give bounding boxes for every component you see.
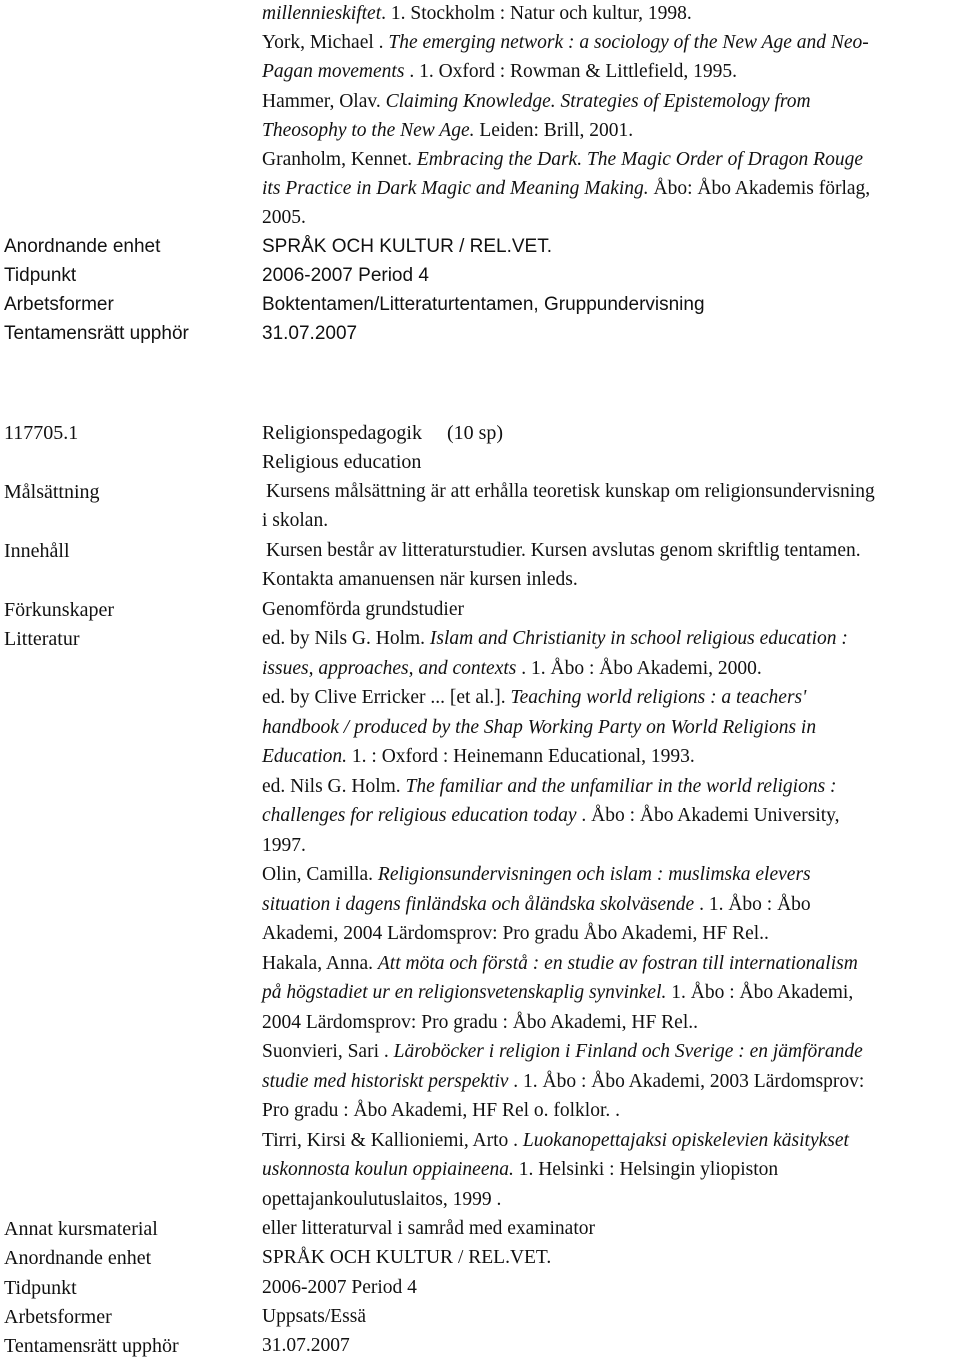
- literature-line: [262, 624, 848, 654]
- forkunskaper-label: Förkunskaper: [4, 599, 114, 621]
- literature-line: [262, 87, 811, 117]
- literature-author: Hammer, Olav.: [262, 90, 386, 112]
- literature-author: Olin, Camilla.: [262, 864, 378, 885]
- literature-title: Embracing the Dark. The Magic Order of Dragon Rouge: [416, 149, 863, 170]
- literature-title: challenges for religious education today: [262, 805, 577, 826]
- literature-author: Hakala, Anna.: [262, 952, 378, 974]
- literature-author: Tirri, Kirsi & Kallioniemi, Arto .: [262, 1129, 523, 1151]
- literature-line: [262, 683, 806, 713]
- literature-author: Suonvieri, Sari .: [262, 1041, 394, 1062]
- literature-publication: . Åbo : Åbo Akademi University,: [576, 805, 840, 826]
- literature-title: The emerging network : a sociology of the New Age and Neo-: [388, 32, 869, 54]
- malsattning-text-2: i skolan.: [262, 510, 329, 531]
- prev-arbetsformer-value: Boktentamen/Litteraturtentamen, Gruppundervisning: [262, 294, 705, 315]
- literature-title: Läroböcker i religion i Finland och Sverige : en jämförande: [393, 1041, 863, 1062]
- innehall-text-2: Kontakta amanuensen när kursen inleds.: [262, 569, 578, 590]
- innehall-label: Innehåll: [4, 540, 70, 562]
- literature-line: [262, 1126, 849, 1156]
- tentamensratt-value: 31.07.2007: [262, 1335, 350, 1356]
- literature-line: [262, 654, 762, 684]
- literature-line: [262, 203, 306, 233]
- literature-title: Education.: [262, 746, 348, 767]
- literature-author: Pro gradu : Åbo Akademi, HF Rel o. folklor. .: [262, 1100, 621, 1121]
- course-subtitle: Religious education: [262, 451, 422, 473]
- prev-arbetsformer-label: Arbetsformer: [4, 294, 114, 315]
- literature-publication: Leiden: Brill, 2001.: [474, 119, 634, 141]
- literature-author: 2005.: [262, 207, 306, 229]
- literature-line: [262, 1037, 863, 1067]
- literature-author: 1997.: [262, 834, 306, 856]
- literature-line: [262, 742, 695, 772]
- literature-publication: . 1. Åbo : Åbo Akademi, 2000.: [516, 657, 762, 679]
- innehall-text-1: Kursen består av litteraturstudier. Kursen avslutas genom skriftlig tentamen.: [266, 540, 861, 561]
- prev-anordnande-value: SPRÅK OCH KULTUR / REL.VET.: [262, 236, 552, 257]
- literature-title: Religionsundervisningen och islam : muslimska elevers: [377, 864, 811, 885]
- literature-publication: 1. Åbo : Åbo Akademi,: [666, 982, 854, 1003]
- literature-line: [262, 1067, 864, 1097]
- course-title: Religionspedagogik: [262, 422, 422, 444]
- literature-title: Islam and Christianity in school religious education :: [429, 628, 848, 649]
- literature-line: [262, 1096, 620, 1126]
- literature-line: [262, 801, 840, 831]
- literature-line: [262, 1008, 698, 1038]
- literature-publication: . 1. Oxford : Rowman & Littlefield, 1995.: [404, 61, 737, 83]
- literature-line: [262, 28, 869, 58]
- literature-author: ed. by Clive Erricker ... [et al.].: [262, 687, 511, 708]
- anordnande-value: SPRÅK OCH KULTUR / REL.VET.: [262, 1247, 552, 1268]
- prev-anordnande-label: Anordnande enhet: [4, 236, 161, 257]
- literature-title: its Practice in Dark Magic and Meaning Making.: [262, 178, 649, 200]
- forkunskaper-value: Genomförda grundstudier: [262, 599, 464, 620]
- literature-publication: 1. : Oxford : Heinemann Educational, 1993.: [347, 746, 695, 767]
- course-title-row: [262, 418, 503, 448]
- literature-line: [262, 949, 858, 979]
- literature-line: [262, 1155, 778, 1185]
- tidpunkt-value: 2006-2007 Period 4: [262, 1277, 417, 1298]
- literature-line: [262, 860, 811, 890]
- tidpunkt-label: Tidpunkt: [4, 1277, 77, 1299]
- literature-line: [262, 1185, 501, 1215]
- literature-title: uskonnosta koulun oppiaineena.: [262, 1159, 514, 1180]
- literature-author: opettajankoulutuslaitos, 1999 .: [262, 1188, 502, 1210]
- prev-tidpunkt-label: Tidpunkt: [4, 265, 77, 286]
- literature-title: The familiar and the unfamiliar in the world religions :: [405, 775, 837, 797]
- literature-author: ed. Nils G. Holm.: [262, 775, 406, 797]
- course-credits: (10 sp): [446, 422, 504, 444]
- literature-author: York, Michael .: [262, 32, 389, 54]
- literature-title: Teaching world religions : a teachers': [510, 687, 807, 708]
- literature-publication: 1. Helsinki : Helsingin yliopiston: [513, 1159, 779, 1180]
- literature-title: millennieskiftet: [262, 3, 382, 24]
- literature-author: Granholm, Kennet.: [262, 149, 417, 170]
- literature-title: Theosophy to the New Age.: [262, 119, 475, 141]
- literature-author: Akademi, 2004 Lärdomsprov: Pro gradu Åbo Akademi, HF Rel..: [262, 923, 769, 944]
- literature-line: [262, 174, 870, 204]
- literature-title: situation i dagens finländska och åländska skolväsende: [262, 893, 695, 915]
- literature-title: på högstadiet ur en religionsvetenskaplig synvinkel.: [262, 982, 667, 1003]
- literature-line: [262, 713, 816, 743]
- literature-author: ed. by Nils G. Holm.: [262, 628, 430, 649]
- literature-line: [262, 978, 853, 1008]
- tentamensratt-label: Tentamensrätt upphör: [4, 1335, 179, 1357]
- literature-title: handbook / produced by the Shap Working Party on World Religions in: [262, 716, 817, 738]
- literature-publication: Åbo: Åbo Akademis förlag,: [648, 178, 871, 200]
- literature-author: 2004 Lärdomsprov: Pro gradu : Åbo Akademi, HF Rel..: [262, 1011, 698, 1033]
- literature-line: [262, 116, 633, 146]
- literature-title: Luokanopettajaksi opiskelevien käsitykset: [522, 1129, 849, 1151]
- malsattning-text-1: Kursens målsättning är att erhålla teoretisk kunskap om religionsundervisning: [266, 481, 875, 502]
- prev-tentamensratt-value: 31.07.2007: [262, 323, 358, 344]
- literature-title: Pagan movements: [262, 61, 405, 83]
- malsattning-label: Målsättning: [4, 481, 100, 503]
- literature-title: studie med historiskt perspektiv: [262, 1070, 509, 1092]
- litteratur-label: Litteratur: [4, 628, 80, 650]
- anordnande-label: Anordnande enhet: [4, 1247, 152, 1269]
- annat-kursmaterial-label: Annat kursmaterial: [4, 1218, 158, 1240]
- literature-publication: . 1. Åbo : Åbo: [694, 893, 811, 915]
- literature-line: [262, 831, 306, 861]
- literature-publication: . 1. Stockholm : Natur och kultur, 1998.: [381, 3, 692, 24]
- literature-line: [262, 0, 692, 29]
- literature-line: [262, 145, 863, 175]
- arbetsformer-value: Uppsats/Essä: [262, 1306, 366, 1327]
- prev-tidpunkt-value: 2006-2007 Period 4: [262, 265, 429, 286]
- literature-title: Claiming Knowledge. Strategies of Epistemology from: [385, 90, 811, 112]
- prev-tentamensratt-label: Tentamensrätt upphör: [4, 323, 189, 344]
- literature-publication: . 1. Åbo : Åbo Akademi, 2003 Lärdomsprov:: [508, 1070, 865, 1092]
- course-code: 117705.1: [4, 422, 79, 444]
- literature-line: [262, 57, 737, 87]
- arbetsformer-label: Arbetsformer: [4, 1306, 112, 1328]
- annat-kursmaterial-value: eller litteraturval i samråd med examinator: [262, 1218, 595, 1239]
- literature-title: Att möta och förstå : en studie av fostran till internationalism: [377, 952, 858, 974]
- literature-title: issues, approaches, and contexts: [262, 657, 517, 679]
- literature-line: [262, 919, 769, 949]
- literature-line: [262, 772, 837, 802]
- literature-line: [262, 890, 811, 920]
